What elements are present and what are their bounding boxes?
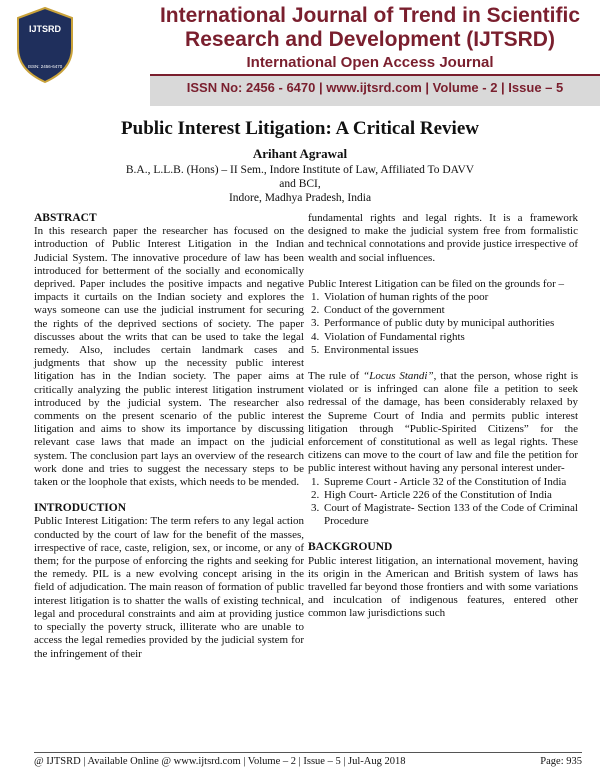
logo-issn: ISSN: 2456-6470	[27, 64, 63, 69]
journal-title	[150, 4, 590, 52]
paper-title: Public Interest Litigation: A Critical Review	[121, 118, 479, 139]
open-access-label: International Open Access Journal	[246, 54, 494, 71]
right-column	[308, 212, 578, 621]
journal-logo	[14, 6, 76, 84]
locus-standi-term: “Locus Standi”	[363, 370, 434, 383]
list-item: 1. Supreme Court - Article 32 of the Constitution of India	[322, 476, 578, 489]
list-item: 4. Violation of Fundamental rights	[322, 331, 578, 344]
courts-list	[308, 476, 578, 529]
affiliation-line1: B.A., L.L.B. (Hons) – II Sem., Indore Institute of Law, Affiliated To DAVV and BCI,	[125, 164, 475, 190]
footer-citation: @ IJTSRD | Available Online @ www.ijtsrd.com | Volume – 2 | Issue – 5 | Jul-Aug 2018	[34, 756, 406, 767]
framework-paragraph: fundamental rights and legal rights. It is a framework designed to make the judicial system free from formalistic and technical connotations and provide justice irrespective of wealth and social influences.	[308, 212, 578, 264]
list-item: 5. Environmental issues	[322, 344, 578, 357]
journal-title-line1: International Journal of Trend in Scientific	[159, 4, 581, 27]
list-item: 2. High Court- Article 226 of the Constitution of India	[322, 489, 578, 502]
locus-pre: The rule of	[308, 370, 364, 383]
grounds-intro: Public Interest Litigation can be filed on the grounds for –	[308, 277, 564, 290]
background-heading: BACKGROUND	[308, 541, 393, 554]
page-footer	[34, 752, 582, 767]
issn-line: ISSN No: 2456 - 6470 | www.ijtsrd.com | Volume - 2 | Issue – 5	[186, 80, 564, 95]
abstract-text: In this research paper the researcher has focused on the introduction of Public Interest Litigation in the Indian Judicial System. The innovative procedure of law has been introduced for betterment of the socially and economically deprived. Paper includes the positive impacts and negative impacts it curtails on the Indian society and explores the ways someone can use the judicial instrument for securing the rights of the deprived sections of society. The paper discusses about the writs that can be used to take the legal remedy. Also, includes certain landmark cases and judgments that show up the necessity public interest litigation has in the Indian society. The paper aims at critically analyzing the public interest litigation instrument introduced by the judicial system. The researcher also comments on the present scenario of the public interest litigation and aims to show its importance by discussing relevant case laws that made an impact on the judicial system. The conclusion part lays an overview of the research work done and tries to suggest the necessary steps to be taken or the loophole that exists, which needs to be mended.	[34, 225, 304, 489]
locus-post: , that the person, whose right is violated or is infringed can alone file a petition to seek redressal of the damage, has been considerably relaxed by the Supreme Court of India and permits public interest litigation through “Public-Spirited Citizens” for the enforcement of constitutional as well as legal rights. These citizens can move to the court of law and file the petition for public interest without having any personal interest under-	[308, 370, 578, 475]
grounds-list	[308, 291, 578, 357]
journal-title-line2: Research and Development (IJTSRD)	[185, 28, 555, 51]
introduction-text: Public Interest Litigation: The term refers to any legal action conducted by the court of law for the benefit of the masses, irrespective of race, caste, religion, sex, or income, or any of them; for the purpose of enforcing the rights and seeking for the remedy. PIL is a new evolving concept arising in the field of adjudication. The main reason of formation of public interest litigation is to shatter the walls of existing technical, legal and procedural constraints and aim at providing justice to specially the poverty struck, illiterate who are unable to access the legal remedies provided by the judicial system for the infringement of their	[34, 515, 304, 660]
journal-header	[0, 0, 600, 108]
list-item: 1. Violation of human rights of the poor	[322, 291, 578, 304]
left-column	[34, 212, 304, 661]
list-item: 3. Performance of public duty by municipal authorities	[322, 317, 578, 330]
list-item: 2. Conduct of the government	[322, 304, 578, 317]
affiliation-line2: Indore, Madhya Pradesh, India	[228, 192, 372, 204]
introduction-heading: INTRODUCTION	[34, 502, 127, 515]
locus-standi-paragraph	[308, 370, 578, 476]
logo-text: IJTSRD	[28, 24, 62, 34]
page-number: Page: 935	[540, 756, 582, 767]
list-item: 3. Court of Magistrate- Section 133 of the Code of Criminal Procedure	[322, 502, 578, 528]
background-text: Public interest litigation, an international movement, having its origin in the American and British system of laws has travelled far beyond those frontiers and with some variations and inculcation of indigenous features, entered other common law jurisdictions such	[308, 554, 578, 620]
affiliation	[120, 163, 480, 205]
abstract-heading: ABSTRACT	[34, 212, 97, 224]
author-name: Arihant Agrawal	[252, 146, 348, 161]
